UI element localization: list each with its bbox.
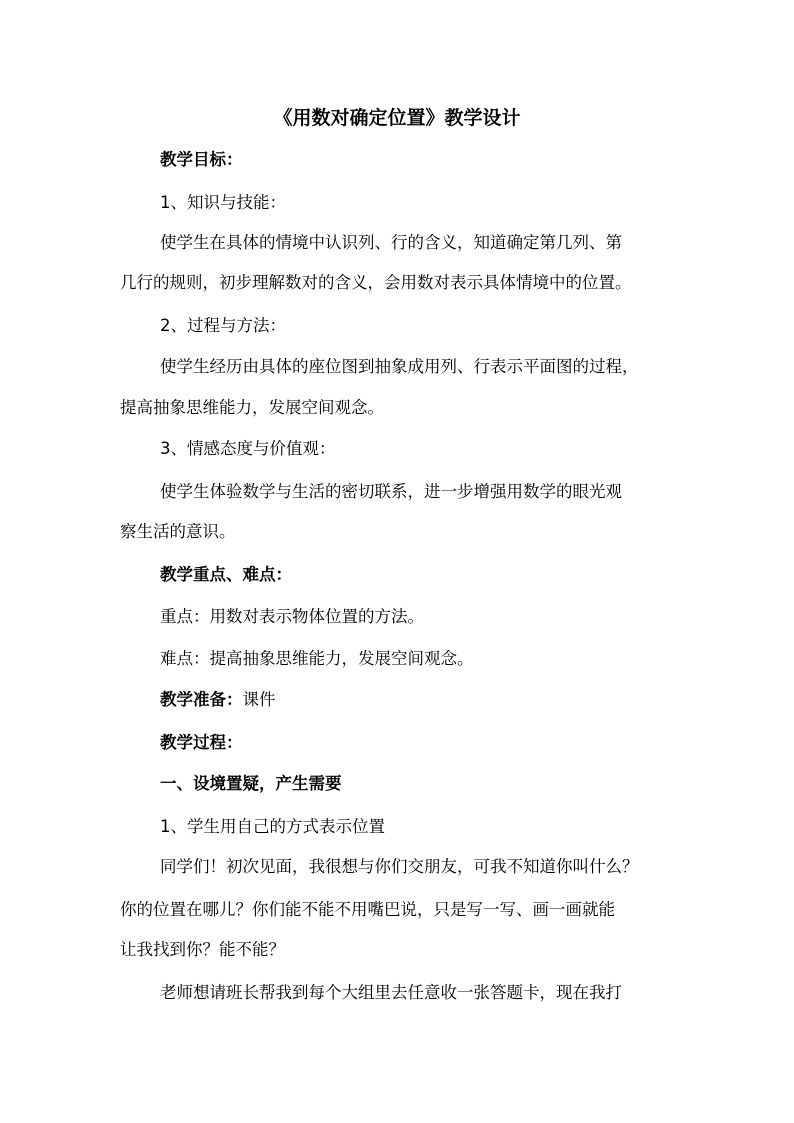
preparation-value: 课件 [242, 690, 276, 709]
objectives-heading: 教学目标： [160, 150, 243, 169]
preparation-label: 教学准备： [160, 690, 243, 709]
preparation-line [160, 686, 276, 714]
objective-2-text-line-1: 使学生经历由具体的座位图到抽象成用列、行表示平面图的过程， [160, 357, 639, 376]
key-point-text: 重点：用数对表示物体位置的方法。 [160, 607, 424, 626]
objective-3-heading: 3、情感态度与价值观： [160, 439, 336, 458]
objective-1-heading: 1、知识与技能： [160, 193, 286, 212]
process-heading: 教学过程： [160, 733, 243, 752]
process-paragraph-2-line-1: 老师想请班长帮我到每个大组里去任意收一张答题卡，现在我打 [160, 983, 622, 1002]
process-paragraph-1-line-3: 让我找到你？能不能？ [120, 940, 285, 959]
document-title: 《用数对确定位置》教学设计 [273, 107, 521, 129]
objective-3-text-line-1: 使学生体验数学与生活的密切联系，进一步增强用数学的眼光观 [160, 482, 622, 501]
process-section-1-heading: 一、设境置疑，产生需要 [160, 774, 342, 793]
objective-3-text-line-2: 察生活的意识。 [120, 522, 236, 541]
objective-1-text-line-2: 几行的规则，初步理解数对的含义，会用数对表示具体情境中的位置。 [120, 273, 632, 292]
difficulty-text: 难点：提高抽象思维能力，发展空间观念。 [160, 649, 474, 668]
process-paragraph-1-line-1: 同学们！初次见面，我很想与你们交朋友，可我不知道你叫什么？ [160, 857, 639, 876]
objective-1-text-line-1: 使学生在具体的情境中认识列、行的含义，知道确定第几列、第 [160, 233, 622, 252]
objective-2-heading: 2、过程与方法： [160, 316, 286, 335]
process-step-1-heading: 1、学生用自己的方式表示位置 [160, 817, 385, 836]
key-points-heading: 教学重点、难点： [160, 565, 292, 584]
objective-2-text-line-2: 提高抽象思维能力，发展空间观念。 [120, 398, 384, 417]
process-paragraph-1-line-2: 你的位置在哪儿？你们能不能不用嘴巴说，只是写一写、画一画就能 [120, 900, 615, 919]
